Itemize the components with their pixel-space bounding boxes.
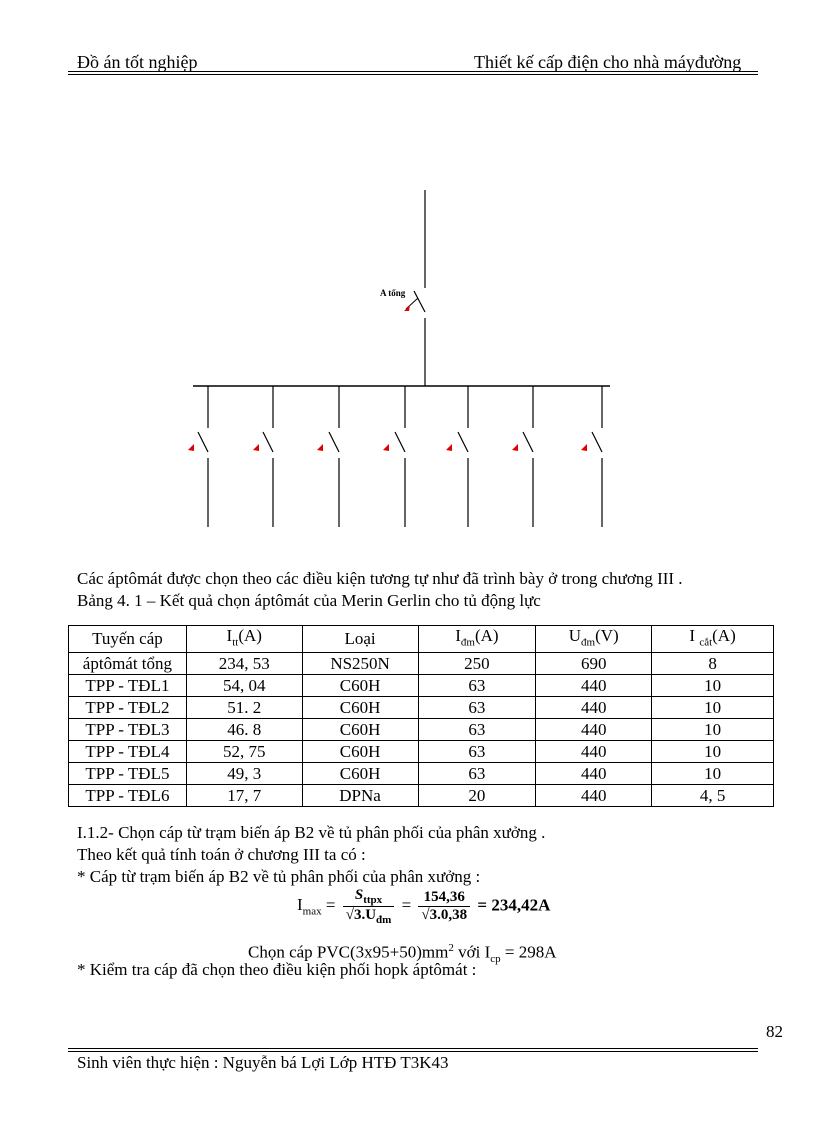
branch-4-arrow (383, 444, 389, 451)
branch-7 (581, 386, 602, 527)
section-line-3: * Cáp từ trạm biến áp B2 về tủ phân phối của phân xưởng : (77, 867, 481, 886)
table-row: TPP - TĐL4 52, 75 C60H 63 440 10 (69, 741, 774, 763)
branch-5 (446, 386, 468, 527)
branch-7-arrow (581, 444, 587, 451)
main-breaker-arrow (404, 305, 410, 311)
main-breaker-contact (414, 291, 425, 312)
section-line-2: Theo kết quả tính toán ở chương III ta có : (77, 845, 366, 864)
branch-3 (317, 386, 339, 527)
formula-lhs: $I_{max}$ (297, 895, 322, 918)
table-row: TPP - TĐL5 49, 3 C60H 63 440 10 (69, 763, 774, 785)
table-row: TPP - TĐL2 51. 2 C60H 63 440 10 (69, 697, 774, 719)
branch-5-arrow (446, 444, 452, 451)
table-row: TPP - TĐL3 46. 8 C60H 63 440 10 (69, 719, 774, 741)
footer-rule (68, 1048, 758, 1049)
branch-2-arrow (253, 444, 259, 451)
formula-result: = 234,42A (477, 895, 551, 915)
branch-6 (512, 386, 533, 527)
branch-4 (383, 386, 405, 527)
check-line: * Kiểm tra cáp đã chọn theo điều kiện phối hopk áptômát : (77, 960, 477, 979)
header-udm: $U_{đm}(V)$ (536, 626, 652, 653)
header-type: Loại (302, 626, 418, 653)
page-number: 82 (766, 1022, 783, 1041)
breaker-table (68, 625, 774, 807)
section-heading: I.1.2- Chọn cáp từ trạm biến áp B2 về tủ phân phối của phân xưởng . (77, 823, 546, 842)
header-left: Đồ án tốt nghiệp (77, 52, 198, 72)
footer-text: Sinh viên thực hiện : Nguyễn bá Lợi Lớp HTĐ T3K43 (77, 1053, 449, 1072)
imax-formula: $I_{max}$ = $\frac{S_{ttpx}}{√3.U_{đm}}$ = $\frac{154,36}{√3.0,38}$ = 234,42A (297, 887, 551, 926)
intro-text: Các áptômát được chọn theo các điều kiện tương tự như đã trình bày ở trong chương III . (77, 569, 683, 588)
table-caption: Bảng 4. 1 – Kết quả chọn áptômát của Merin Gerlin cho tủ động lực (77, 591, 541, 610)
header-right: Thiết kế cấp điện cho nhà máyđường (474, 52, 742, 72)
table-header-row (69, 626, 774, 653)
branch-6-arrow (512, 444, 518, 451)
cable-choice: Chọn cáp $PVC(3x95+50)mm^2$ với $I_{cp} = 298A$ (248, 942, 557, 966)
header-itt: $I_{tt}(A)$ (186, 626, 302, 653)
formula-fraction-2: $\frac{154,36}{√3.0,38}$ (418, 889, 470, 924)
header-idm: $I_{đm}(A)$ (418, 626, 536, 653)
header-icat: I $_{cắt}$(A) (652, 626, 774, 653)
table-row: áptômát tổng 234, 53 NS250N 250 690 8 (69, 653, 774, 675)
branch-3-arrow (317, 444, 323, 451)
branch-1 (188, 386, 208, 527)
branch-2 (253, 386, 273, 527)
main-breaker-label: A tổng (380, 288, 406, 298)
header-cable: Tuyến cáp (69, 626, 187, 653)
formula-fraction-1: $\frac{S_{ttpx}}{√3.U_{đm}}$ (343, 887, 395, 926)
table-row: TPP - TĐL1 54, 04 C60H 63 440 10 (69, 675, 774, 697)
single-line-diagram (0, 0, 816, 560)
table-row: TPP - TĐL6 17, 7 DPNa 20 440 4, 5 (69, 785, 774, 807)
branch-1-arrow (188, 444, 194, 451)
